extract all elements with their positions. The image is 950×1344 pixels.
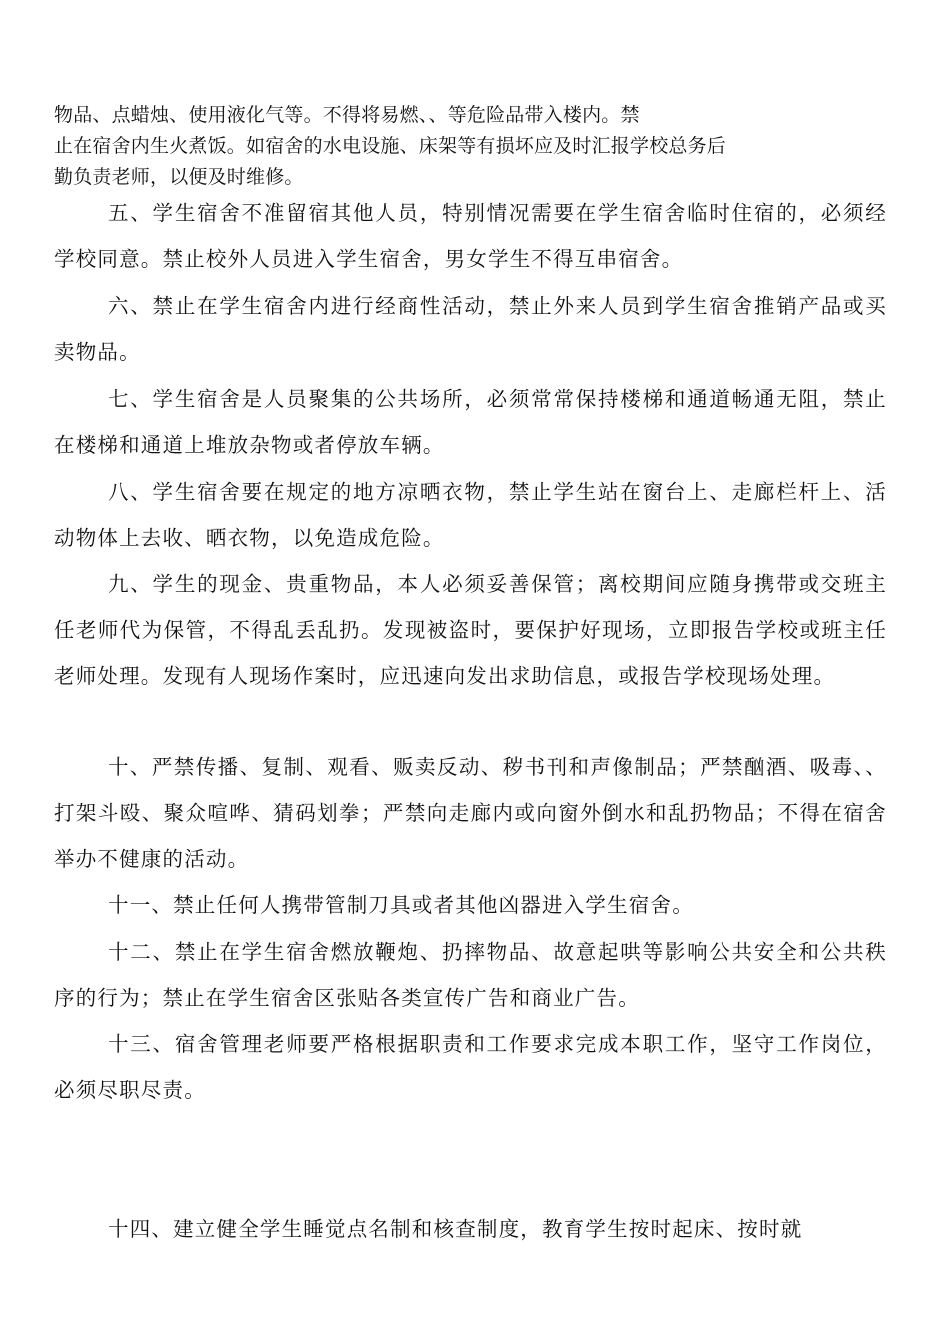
rule-12-paragraph: 十二、禁止在学生宿舍燃放鞭炮、扔摔物品、故意起哄等影响公共安全和公共秩序的行为；禁止在学生宿舍区张贴各类宣传广告和商业广告。	[54, 940, 887, 1010]
rule-14-paragraph: 十四、建立健全学生睡觉点名制和核查制度，教育学生按时起床、按时就	[108, 1217, 803, 1241]
rule-11-paragraph: 十一、禁止任何人携带管制刀具或者其他凶器进入学生宿舍。	[108, 893, 694, 917]
intro-line: 止在宿舍内生火煮饭。如宿舍的水电设施、床架等有损坏应及时汇报学校总务后	[54, 135, 727, 157]
intro-line: 物品、点蜡烛、使用液化气等。不得将易燃、、等危险品带入楼内。禁	[54, 104, 640, 126]
rule-6-paragraph: 六、禁止在学生宿舍内进行经商性活动，禁止外来人员到学生宿舍推销产品或买卖物品。	[54, 294, 887, 364]
rule-5-paragraph: 五、学生宿舍不准留宿其他人员，特别情况需要在学生宿舍临时住宿的，必须经学校同意。禁止校外人员进入学生宿舍，男女学生不得互串宿舍。	[54, 201, 887, 271]
intro-line: 勤负责老师，以便及时维修。	[54, 166, 304, 188]
rule-13-paragraph: 十三、宿舍管理老师要严格根据职责和工作要求完成本职工作，坚守工作岗位，必须尽职尽责。	[54, 1032, 887, 1102]
rule-9-paragraph: 九、学生的现金、贵重物品，本人必须妥善保管；离校期间应随身携带或交班主任老师代为保管，不得乱丢乱扔。发现被盗时，要保护好现场，立即报告学校或班主任老师处理。发现有人现场作案时，应迅速向发出求助信息，或报告学校现场处理。	[54, 572, 887, 688]
rule-7-paragraph: 七、学生宿舍是人员聚集的公共场所，必须常常保持楼梯和通道畅通无阻，禁止在楼梯和通道上堆放杂物或者停放车辆。	[54, 387, 887, 457]
rule-8-paragraph: 八、学生宿舍要在规定的地方凉晒衣物，禁止学生站在窗台上、走廊栏杆上、活动物体上去收、晒衣物，以免造成危险。	[54, 480, 887, 550]
rule-10-paragraph: 十、严禁传播、复制、观看、贩卖反动、秽书刊和声像制品；严禁酗酒、吸毒、、打架斗殴、聚众喧哗、猜码划拳；严禁向走廊内或向窗外倒水和乱扔物品；不得在宿舍举办不健康的活动。	[54, 755, 887, 871]
intro-paragraph	[54, 100, 854, 193]
